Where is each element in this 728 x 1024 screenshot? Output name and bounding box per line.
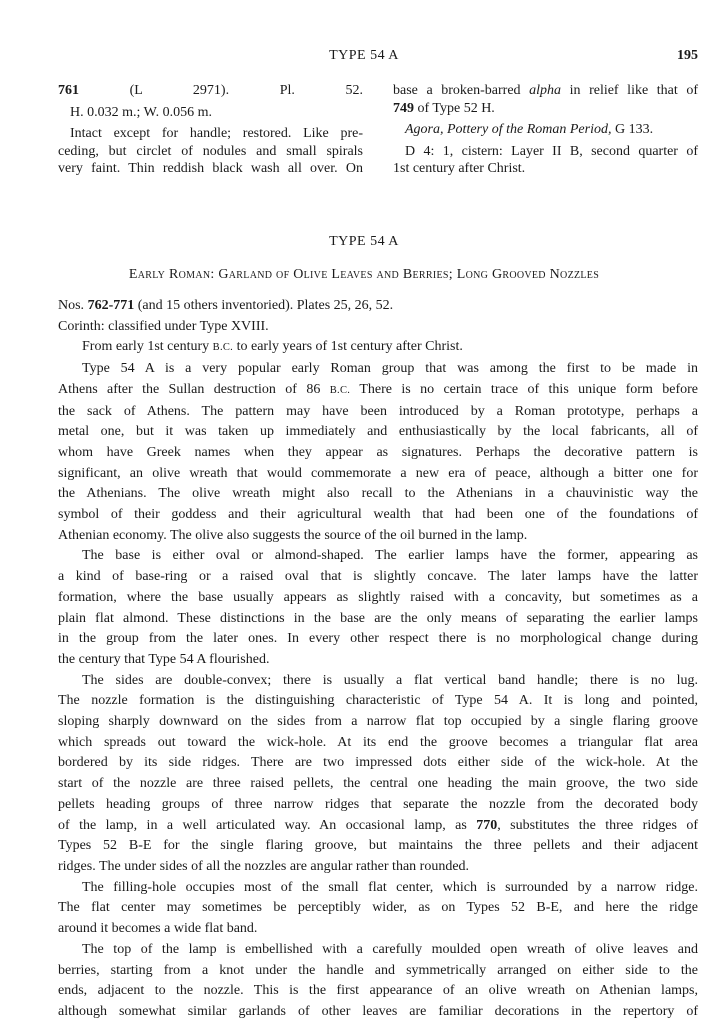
text-line (58, 712, 698, 733)
text-line (58, 160, 363, 178)
text-segment: in the group from the later ones. In every other respect there is no morphological change during (58, 631, 698, 647)
text-line (58, 691, 698, 712)
text-segment: The nozzle formation is the distinguishing characteristic of Type 54 A. It is long and pointed, (58, 693, 698, 709)
entry-761-right-column (393, 82, 698, 178)
text-segment: in relief like that of (561, 83, 698, 98)
text-segment: Corinth: classified under Type XVIII. (58, 318, 269, 334)
text-segment: significant, an olive wreath that would commemorate a new era of peace, although a bitter one for (58, 465, 698, 481)
text-segment: ceding, but circlet of nodules and small spirals (58, 143, 363, 159)
text-line (58, 567, 698, 588)
text-segment: which spreads out toward the wick-hole. At its end the groove becomes a triangular flat area (58, 734, 698, 750)
text-segment: start of the nozzle are three raised pellets, the central one heading the main groove, the two side (58, 776, 698, 792)
section-subtitle: Early Roman: Garland of Olive Leaves and Berries; Long Grooved Nozzles (128, 267, 600, 282)
catalog-number: 762-771 (87, 298, 135, 313)
text-line (58, 443, 698, 464)
text-segment: Types 52 B-E for the single flaring groove, but maintains the three pellets and their adjacent (58, 838, 698, 854)
text-segment: The base is either oval or almond-shaped. The earlier lamps have the former, appearing as (82, 548, 698, 564)
text-line (58, 82, 363, 100)
text-line (58, 671, 698, 692)
text-segment: There is no certain trace of this unique form before (350, 381, 698, 397)
catalog-number: 770 (476, 817, 498, 833)
section-title: TYPE 54 A (329, 234, 399, 249)
text-segment: (L 2971). Pl. 52. (79, 83, 363, 98)
body-text (58, 296, 698, 1023)
text-line (58, 753, 698, 774)
text-line (58, 484, 698, 505)
text-segment: Athens after the Sullan destruction of 86 (58, 381, 330, 397)
text-segment: B.C. (212, 342, 234, 354)
text-segment: (and 15 others inventoried). Plates 25, 26, 52. (134, 298, 394, 313)
text-segment: a kind of base-ring or a raised oval that is slightly concave. The later lamps have the latter (58, 569, 698, 585)
text-line (58, 898, 698, 919)
text-line (58, 526, 698, 547)
text-segment: D 4: 1, cistern: Layer II B, second quarter of (405, 143, 698, 159)
text-segment: The sides are double-convex; there is usually a flat vertical band handle; there is no lug. (82, 672, 698, 688)
text-segment: formation, where the base usually appears as slightly raised with a concavity, but sometimes as a (58, 589, 698, 605)
catalog-number: 761 (58, 83, 79, 98)
text-line (58, 981, 698, 1002)
text-line (58, 505, 698, 526)
text-line (393, 100, 698, 118)
text-line (58, 402, 698, 423)
text-line (58, 143, 363, 161)
running-head: TYPE 54 A (329, 48, 399, 63)
text-line (393, 82, 698, 100)
text-line (58, 609, 698, 630)
text-segment: berries, starting from a knot under the handle and symmetrically arranged on either side to the (58, 962, 698, 978)
text-line (58, 296, 698, 317)
text-line (58, 816, 698, 837)
text-line (58, 961, 698, 982)
text-line (393, 121, 698, 139)
text-segment: Nos. (58, 298, 88, 313)
text-segment: of Type 52 H. (414, 100, 495, 116)
text-segment: sloping sharply downward on the sides from a narrow flat top occupied by a single flaring groove (58, 714, 698, 730)
text-segment: the century that Type 54 A flourished. (58, 651, 270, 667)
text-segment: G 133. (611, 122, 654, 137)
text-segment: plain flat almond. These distinctions in the base are the only means of separating the earlier lamps (58, 610, 698, 626)
text-segment: symbol of their goddess and their agricultural wealth that had been one of the foundations of (58, 507, 698, 523)
text-segment: Type 54 A is a very popular early Roman group that was among the first to be made in (82, 361, 698, 377)
text-line (58, 733, 698, 754)
text-line (58, 774, 698, 795)
text-segment: From early 1st century (82, 339, 213, 355)
text-segment: Intact except for handle; restored. Like pre- (70, 126, 363, 141)
text-segment: although somewhat similar garlands of other leaves are familiar decorations in the repertory of (58, 1003, 698, 1019)
page-number: 195 (677, 48, 698, 63)
text-segment: B.C. (329, 384, 351, 396)
text-line (58, 422, 698, 443)
text-segment: The flat center may sometimes be perceptibly wider, as on Types 52 B-E, and here the ridge (58, 900, 698, 916)
text-line (393, 143, 698, 161)
text-line (58, 629, 698, 650)
text-line (58, 919, 698, 940)
text-segment: the Athenians. The olive wreath might also recall to the Athenians in a chauvinistic way the (58, 486, 698, 502)
text-line (58, 337, 698, 359)
text-segment: metal one, but it was taken up immediately and enthusiastically by the local fabricants, all of (58, 424, 698, 440)
text-segment: pellets heading groups of three narrow ridges that separate the nozzle from the decorated body (58, 796, 698, 812)
text-segment: of the lamp, in a well articulated way. An occasional lamp, as (58, 817, 477, 833)
catalog-number: 749 (393, 100, 414, 116)
text-segment: The filling-hole occupies most of the small flat center, which is surrounded by a narrow ridge. (82, 879, 698, 895)
text-segment: The top of the lamp is embellished with a carefully moulded open wreath of olive leaves and (82, 941, 698, 957)
text-line (58, 380, 698, 402)
text-segment: H. 0.032 m.; W. 0.056 m. (70, 104, 212, 120)
text-segment: around it becomes a wide flat band. (58, 921, 258, 937)
text-segment: ends, adjacent to the nozzle. This is the first appearance of an olive wreath on Athenian lamps, (58, 983, 698, 999)
text-line (393, 160, 698, 178)
text-line (58, 1002, 698, 1023)
text-segment: whom have Greek names when they appear as signatures. Perhaps the decorative pattern is (58, 444, 698, 460)
text-line (58, 546, 698, 567)
text-line (58, 588, 698, 609)
text-line (58, 650, 698, 671)
text-line (58, 317, 698, 338)
text-segment: very faint. Thin reddish black wash all over. On (58, 161, 363, 176)
text-line (58, 359, 698, 380)
text-line (58, 836, 698, 857)
text-segment: alpha (529, 83, 562, 98)
text-line (58, 104, 363, 122)
text-line (58, 125, 363, 143)
text-segment: Athenian economy. The olive also suggests the source of the oil burned in the lamp. (58, 527, 528, 543)
text-segment: base a broken-barred (393, 83, 530, 98)
text-segment: the sack of Athens. The pattern may have been introduced by a Roman prototype, perhaps a (58, 403, 698, 419)
text-segment: , substitutes the three ridges of (497, 817, 698, 833)
text-line (58, 795, 698, 816)
text-segment: ridges. The under sides of all the nozzles are angular rather than rounded. (58, 858, 470, 874)
text-segment: 1st century after Christ. (393, 161, 526, 176)
text-line (58, 857, 698, 878)
text-segment: to early years of 1st century after Christ. (233, 339, 463, 355)
text-line (58, 464, 698, 485)
text-segment: bordered by its side ridges. There are two impressed dots either side of the wick-hole. At the (58, 755, 698, 771)
text-line (58, 940, 698, 961)
text-segment: Agora, Pottery of the Roman Period, (405, 122, 612, 137)
entry-761-left-column (58, 82, 363, 178)
text-line (58, 878, 698, 899)
